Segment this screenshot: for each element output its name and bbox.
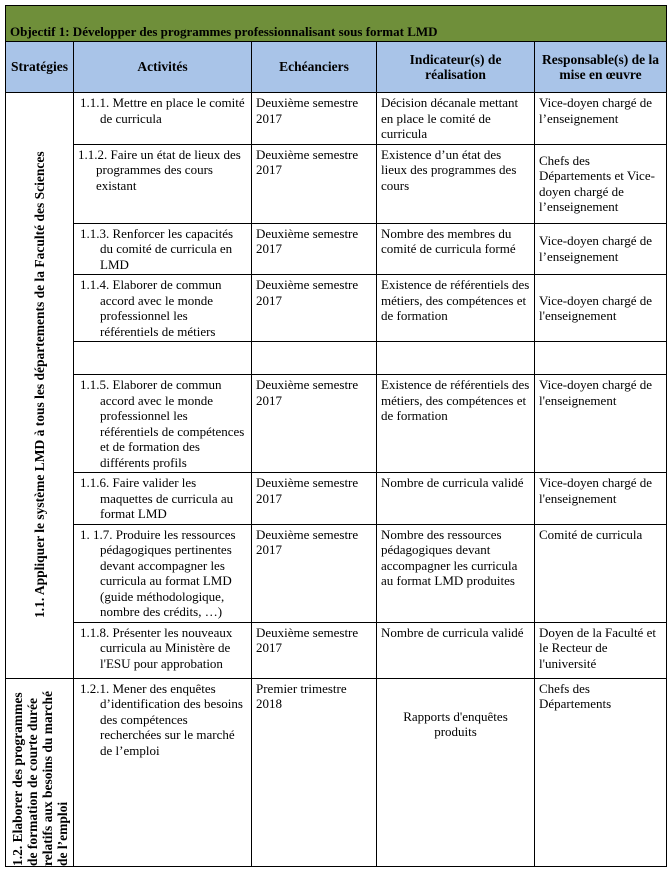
responsible-cell: Vice-doyen chargé de l’enseignement [535,223,667,275]
responsible-cell: Vice-doyen chargé de l'enseignement [535,275,667,342]
indicator-cell: Existence de référentiels des métiers, des compétences et de formation [377,375,535,473]
activity-cell: 1.1.8. Présenter les nouveaux curricula au Ministère de l'ESU pour approbation [74,622,252,678]
header-strategies: Stratégies [6,42,74,93]
responsible-cell [535,342,667,375]
deadline-cell: Deuxième semestre 2017 [252,144,377,223]
indicator-cell [377,342,535,375]
indicator-cell: Existence d’un état des lieux des programmes des cours [377,144,535,223]
responsible-cell: Doyen de la Faculté et le Recteur de l'université [535,622,667,678]
action-plan-table [5,5,667,867]
strategy-1-cell [6,93,74,679]
indicator-cell: Décision décanale mettant en place le comité de curricula [377,93,535,145]
activity-cell: 1.1.1. Mettre en place le comité de curricula [74,93,252,145]
activity-cell: 1.1.6. Faire valider les maquettes de curricula au format LMD [74,473,252,525]
table-row [6,473,667,525]
deadline-cell: Deuxième semestre 2017 [252,622,377,678]
deadline-cell: Deuxième semestre 2017 [252,524,377,622]
responsible-cell: Vice-doyen chargé de l’enseignement [535,93,667,145]
table-row [6,144,667,223]
deadline-cell [252,342,377,375]
deadline-cell: Deuxième semestre 2017 [252,93,377,145]
header-responsables: Responsable(s) de la mise en œuvre [535,42,667,93]
table-row [6,375,667,473]
activity-cell: 1.1.5. Elaborer de commun accord avec le monde professionnel les référentiels de compétences et de formation des différents profils [74,375,252,473]
indicator-cell: Nombre des membres du comité de curricula formé [377,223,535,275]
activity-cell: 1.1.2. Faire un état de lieux des programmes des cours existant [74,144,252,223]
indicator-cell: Nombre de curricula validé [377,622,535,678]
plan-table-container [5,5,666,867]
deadline-cell: Deuxième semestre 2017 [252,275,377,342]
responsible-cell: Chefs des Départements et Vice-doyen chargé de l’enseignement [535,144,667,223]
deadline-cell: Premier trimestre 2018 [252,678,377,866]
activity-cell: 1. 1.7. Produire les ressources pédagogiques pertinentes devant accompagner les curricula au format LMD (guide méthodologique, nombre des crédits, …) [74,524,252,622]
table-row [6,622,667,678]
indicator-cell: Nombre de curricula validé [377,473,535,525]
table-row-empty [6,342,667,375]
deadline-cell: Deuxième semestre 2017 [252,375,377,473]
table-row [6,93,667,145]
activity-cell: 1.1.3. Renforcer les capacités du comité de curricula en LMD [74,223,252,275]
activity-cell: 1.1.4. Elaborer de commun accord avec le monde professionnel les référentiels de métiers [74,275,252,342]
table-row [6,275,667,342]
table-row [6,524,667,622]
activity-cell [74,342,252,375]
responsible-cell: Comité de curricula [535,524,667,622]
strategy-2-label: 1.2. Elaborer des programmes de formation de courte durée relatifs aux besoins du marché de l’emploi [9,690,70,866]
objective-row [6,6,667,42]
indicator-cell: Nombre des ressources pédagogiques devant accompagner les curricula au format LMD produites [377,524,535,622]
strategy-2-cell [6,678,74,866]
deadline-cell: Deuxième semestre 2017 [252,223,377,275]
header-indicateurs: Indicateur(s) de réalisation [377,42,535,93]
header-echeanciers: Echéanciers [252,42,377,93]
indicator-cell: Existence de référentiels des métiers, des compétences et de formation [377,275,535,342]
deadline-cell: Deuxième semestre 2017 [252,473,377,525]
table-row [6,223,667,275]
activity-cell: 1.2.1. Mener des enquêtes d’identification des besoins des compétences recherchées sur le marché de l’emploi [74,678,252,866]
strategy-1-label: 1.1. Appliquer le système LMD à tous les départements de la Faculté des Sciences [32,151,47,619]
indicator-cell: Rapports d'enquêtes produits [377,678,535,866]
responsible-cell: Vice-doyen chargé de l'enseignement [535,375,667,473]
objective-title: Objectif 1: Développer des programmes professionnalisant sous format LMD [6,6,667,42]
header-row [6,42,667,93]
header-activites: Activités [74,42,252,93]
responsible-cell: Chefs des Départements [535,678,667,866]
responsible-cell: Vice-doyen chargé de l'enseignement [535,473,667,525]
table-row [6,678,667,866]
